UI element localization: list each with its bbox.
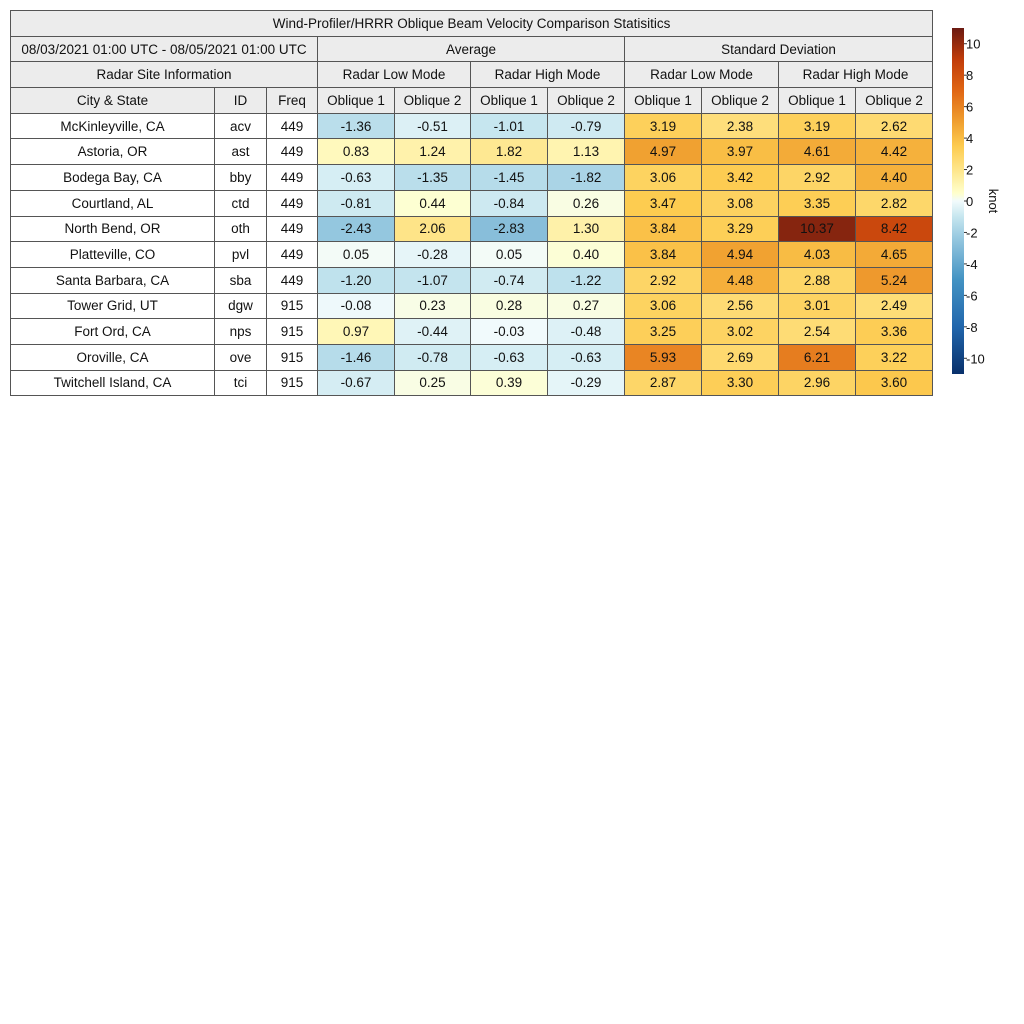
site-city: Bodega Bay, CA	[11, 165, 215, 191]
colorbar	[952, 28, 1016, 378]
stddev-cell: 2.92	[779, 165, 856, 191]
stddev-cell: 2.92	[625, 267, 702, 293]
site-city: Twitchell Island, CA	[11, 370, 215, 396]
site-freq: 915	[267, 319, 318, 345]
statistics-table	[10, 10, 933, 396]
table-row	[11, 190, 933, 216]
site-city: Santa Barbara, CA	[11, 267, 215, 293]
stddev-cell: 2.87	[625, 370, 702, 396]
site-city: Platteville, CO	[11, 242, 215, 268]
site-id: acv	[215, 113, 267, 139]
average-cell: -1.45	[471, 165, 548, 191]
table-row	[11, 165, 933, 191]
column-header-freq: Freq	[267, 88, 318, 114]
colorbar-tick-label: 10	[966, 36, 981, 52]
column-header-oblique: Oblique 1	[625, 88, 702, 114]
site-city: Oroville, CA	[11, 344, 215, 370]
stddev-cell: 8.42	[856, 216, 933, 242]
table-row	[11, 242, 933, 268]
site-id: dgw	[215, 293, 267, 319]
period-label: 08/03/2021 01:00 UTC - 08/05/2021 01:00 UTC	[11, 36, 318, 62]
site-id: oth	[215, 216, 267, 242]
stddev-cell: 3.84	[625, 216, 702, 242]
stddev-cell: 2.88	[779, 267, 856, 293]
average-cell: -1.20	[318, 267, 395, 293]
average-cell: -0.79	[548, 113, 625, 139]
stddev-cell: 4.42	[856, 139, 933, 165]
mode-header-std-low: Radar Low Mode	[625, 62, 779, 88]
average-cell: 2.06	[395, 216, 471, 242]
site-id: ove	[215, 344, 267, 370]
average-cell: 1.30	[548, 216, 625, 242]
site-id: nps	[215, 319, 267, 345]
column-header-oblique: Oblique 2	[856, 88, 933, 114]
average-cell: 0.97	[318, 319, 395, 345]
stddev-cell: 2.54	[779, 319, 856, 345]
colorbar-tick-label: 0	[966, 194, 974, 209]
average-cell: -0.28	[395, 242, 471, 268]
site-id: bby	[215, 165, 267, 191]
site-city: Courtland, AL	[11, 190, 215, 216]
stddev-cell: 6.21	[779, 344, 856, 370]
table-body	[11, 113, 933, 396]
site-city: Tower Grid, UT	[11, 293, 215, 319]
average-cell: -0.29	[548, 370, 625, 396]
stddev-cell: 2.49	[856, 293, 933, 319]
average-cell: -0.03	[471, 319, 548, 345]
column-header-row	[11, 88, 933, 114]
average-cell: -2.83	[471, 216, 548, 242]
stddev-cell: 2.96	[779, 370, 856, 396]
average-cell: -1.82	[548, 165, 625, 191]
column-header-oblique: Oblique 2	[395, 88, 471, 114]
site-city: North Bend, OR	[11, 216, 215, 242]
table-row	[11, 344, 933, 370]
table-row	[11, 216, 933, 242]
table-row	[11, 139, 933, 165]
site-freq: 449	[267, 139, 318, 165]
site-freq: 449	[267, 216, 318, 242]
stddev-cell: 5.93	[625, 344, 702, 370]
group-header-standard-deviation: Standard Deviation	[625, 36, 933, 62]
colorbar-tick-label: 2	[966, 162, 974, 178]
stddev-cell: 4.65	[856, 242, 933, 268]
average-cell: 0.23	[395, 293, 471, 319]
stddev-cell: 3.36	[856, 319, 933, 345]
average-cell: -0.63	[318, 165, 395, 191]
site-id: pvl	[215, 242, 267, 268]
table-row	[11, 319, 933, 345]
average-cell: -0.08	[318, 293, 395, 319]
stddev-cell: 2.56	[702, 293, 779, 319]
stddev-cell: 4.48	[702, 267, 779, 293]
average-cell: -0.67	[318, 370, 395, 396]
stddev-cell: 3.30	[702, 370, 779, 396]
site-freq: 449	[267, 267, 318, 293]
average-cell: -2.43	[318, 216, 395, 242]
stddev-cell: 3.19	[625, 113, 702, 139]
table-row	[11, 267, 933, 293]
average-cell: 1.13	[548, 139, 625, 165]
colorbar-tick-label: -6	[966, 288, 978, 304]
stddev-cell: 3.19	[779, 113, 856, 139]
average-cell: 0.39	[471, 370, 548, 396]
stddev-cell: 3.02	[702, 319, 779, 345]
average-cell: -0.48	[548, 319, 625, 345]
stddev-cell: 2.38	[702, 113, 779, 139]
site-freq: 449	[267, 242, 318, 268]
stddev-cell: 3.35	[779, 190, 856, 216]
stddev-cell: 3.22	[856, 344, 933, 370]
average-cell: -0.51	[395, 113, 471, 139]
table-title: Wind-Profiler/HRRR Oblique Beam Velocity Comparison Statisitics	[11, 11, 933, 37]
colorbar-tick-label: -10	[966, 351, 985, 367]
site-id: ast	[215, 139, 267, 165]
table-row	[11, 113, 933, 139]
colorbar-gradient	[952, 28, 964, 374]
stddev-cell: 5.24	[856, 267, 933, 293]
stddev-cell: 3.06	[625, 293, 702, 319]
stddev-cell: 2.62	[856, 113, 933, 139]
average-cell: -1.22	[548, 267, 625, 293]
site-freq: 449	[267, 190, 318, 216]
average-cell: 0.27	[548, 293, 625, 319]
average-cell: -0.63	[471, 344, 548, 370]
stddev-cell: 3.29	[702, 216, 779, 242]
mode-header-avg-low: Radar Low Mode	[318, 62, 471, 88]
colorbar-tick-label: -2	[966, 225, 978, 241]
colorbar-ticks	[964, 37, 985, 367]
site-id: ctd	[215, 190, 267, 216]
stddev-cell: 3.25	[625, 319, 702, 345]
site-city: Astoria, OR	[11, 139, 215, 165]
stddev-cell: 2.69	[702, 344, 779, 370]
average-cell: -0.44	[395, 319, 471, 345]
site-freq: 449	[267, 113, 318, 139]
stddev-cell: 4.61	[779, 139, 856, 165]
average-cell: -1.36	[318, 113, 395, 139]
colorbar-tick-label: -4	[966, 256, 978, 272]
colorbar-tick-label: 4	[966, 131, 974, 147]
average-cell: 0.05	[471, 242, 548, 268]
stddev-cell: 4.40	[856, 165, 933, 191]
average-cell: -0.63	[548, 344, 625, 370]
average-cell: -0.84	[471, 190, 548, 216]
stddev-cell: 3.60	[856, 370, 933, 396]
column-header-oblique: Oblique 1	[471, 88, 548, 114]
colorbar-label: knot	[986, 188, 1001, 214]
average-cell: -1.07	[395, 267, 471, 293]
average-cell: -1.35	[395, 165, 471, 191]
mode-header-std-high: Radar High Mode	[779, 62, 933, 88]
table-row	[11, 293, 933, 319]
stddev-cell: 4.03	[779, 242, 856, 268]
average-cell: -0.81	[318, 190, 395, 216]
average-cell: 0.26	[548, 190, 625, 216]
column-header-id: ID	[215, 88, 267, 114]
stddev-cell: 3.97	[702, 139, 779, 165]
average-cell: 1.24	[395, 139, 471, 165]
column-header-oblique: Oblique 1	[318, 88, 395, 114]
site-id: tci	[215, 370, 267, 396]
stddev-cell: 3.06	[625, 165, 702, 191]
average-cell: 0.25	[395, 370, 471, 396]
average-cell: 0.44	[395, 190, 471, 216]
average-cell: 0.83	[318, 139, 395, 165]
average-cell: -0.74	[471, 267, 548, 293]
stddev-cell: 4.97	[625, 139, 702, 165]
site-id: sba	[215, 267, 267, 293]
average-cell: 0.05	[318, 242, 395, 268]
average-cell: 1.82	[471, 139, 548, 165]
site-freq: 915	[267, 344, 318, 370]
colorbar-tick-label: 8	[966, 68, 974, 84]
site-city: Fort Ord, CA	[11, 319, 215, 345]
stddev-cell: 2.82	[856, 190, 933, 216]
stddev-cell: 10.37	[779, 216, 856, 242]
average-cell: 0.40	[548, 242, 625, 268]
colorbar-tick-label: -8	[966, 319, 978, 335]
column-header-oblique: Oblique 1	[779, 88, 856, 114]
average-cell: -0.78	[395, 344, 471, 370]
mode-header-avg-high: Radar High Mode	[471, 62, 625, 88]
table-row	[11, 370, 933, 396]
stddev-cell: 3.42	[702, 165, 779, 191]
stddev-cell: 4.94	[702, 242, 779, 268]
site-freq: 915	[267, 370, 318, 396]
stddev-cell: 3.84	[625, 242, 702, 268]
average-cell: -1.01	[471, 113, 548, 139]
stddev-cell: 3.47	[625, 190, 702, 216]
site-city: McKinleyville, CA	[11, 113, 215, 139]
site-freq: 449	[267, 165, 318, 191]
site-info-header: Radar Site Information	[11, 62, 318, 88]
column-header-oblique: Oblique 2	[702, 88, 779, 114]
colorbar-tick-label: 6	[966, 99, 974, 115]
average-cell: -1.46	[318, 344, 395, 370]
stddev-cell: 3.08	[702, 190, 779, 216]
column-header-city: City & State	[11, 88, 215, 114]
site-freq: 915	[267, 293, 318, 319]
group-header-average: Average	[318, 36, 625, 62]
column-header-oblique: Oblique 2	[548, 88, 625, 114]
average-cell: 0.28	[471, 293, 548, 319]
stddev-cell: 3.01	[779, 293, 856, 319]
